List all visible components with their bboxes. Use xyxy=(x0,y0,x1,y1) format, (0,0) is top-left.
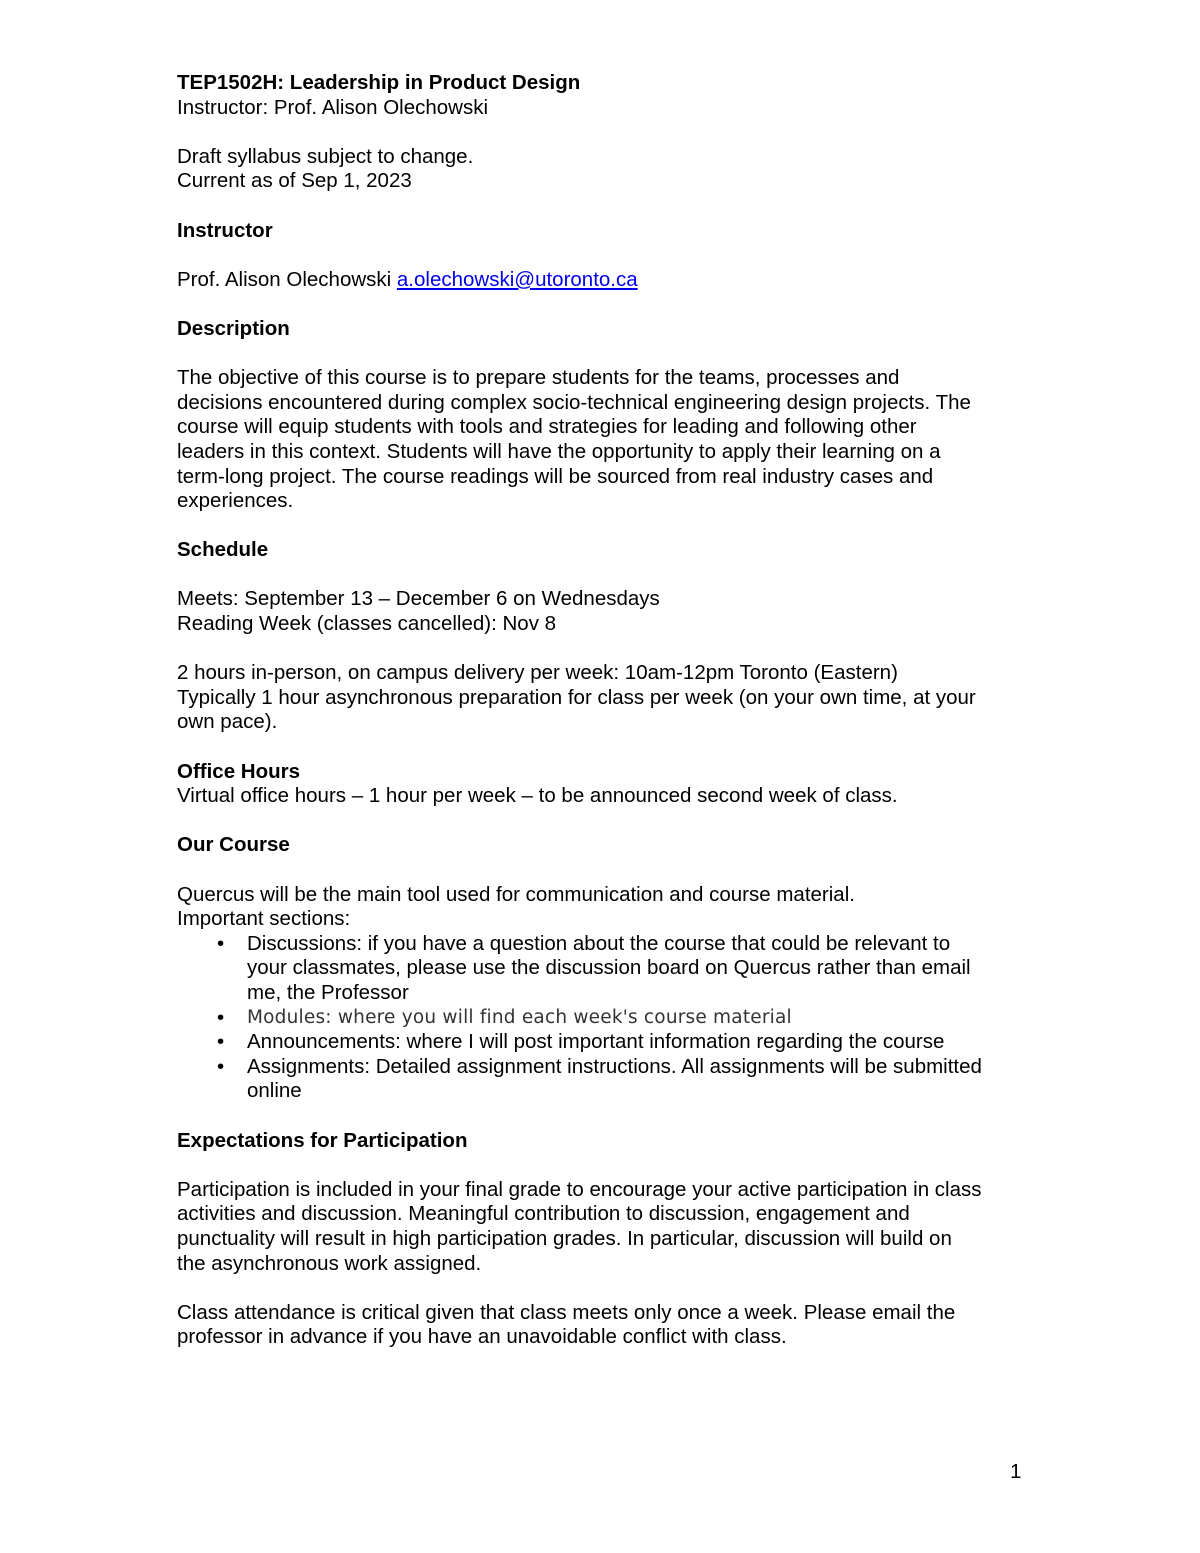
list-item xyxy=(177,1006,1037,1031)
description-line: course will equip students with tools and strategies for leading and following other xyxy=(177,415,917,439)
schedule-heading: Schedule xyxy=(177,538,269,562)
participation-heading: Expectations for Participation xyxy=(177,1128,468,1152)
description-line: leaders in this context. Students will have the opportunity to apply their learning on a xyxy=(177,439,941,463)
office-hours-text: Virtual office hours – 1 hour per week – to be announced second week of class. xyxy=(177,784,898,808)
participation-line: Participation is included in your final grade to encourage your active participation in class xyxy=(177,1177,982,1201)
instructor-name: Prof. Alison Olechowski xyxy=(177,267,392,291)
important-sections-list xyxy=(177,932,1037,1104)
list-item-line: online xyxy=(247,1079,302,1103)
schedule-prep-line: Typically 1 hour asynchronous preparation for class per week (on your own time, at your xyxy=(177,685,976,709)
course-title: TEP1502H: Leadership in Product Design xyxy=(177,71,581,94)
list-item-line: Announcements: where I will post important information regarding the course xyxy=(247,1030,945,1054)
list-item-line: Assignments: Detailed assignment instructions. All assignments will be submitted xyxy=(247,1054,982,1078)
participation-line: activities and discussion. Meaningful contribution to discussion, engagement and xyxy=(177,1202,910,1226)
our-course-heading: Our Course xyxy=(177,833,290,857)
list-item-line: me, the Professor xyxy=(247,980,409,1004)
important-sections-label: Important sections: xyxy=(177,907,351,931)
description-line: decisions encountered during complex socio-technical engineering design projects. The xyxy=(177,390,971,414)
participation-line: punctuality will result in high participation grades. In particular, discussion will build on xyxy=(177,1226,952,1250)
schedule-meets: Meets: September 13 – December 6 on Wednesdays xyxy=(177,587,660,611)
bullet-icon: • xyxy=(217,1030,225,1054)
description-line: term-long project. The course readings will be sourced from real industry cases and xyxy=(177,464,934,488)
syllabus-page xyxy=(177,71,1037,1350)
schedule-prep-line: own pace). xyxy=(177,710,278,734)
attendance-line: Class attendance is critical given that class meets only once a week. Please email the xyxy=(177,1300,956,1324)
our-course-intro: Quercus will be the main tool used for communication and course material. xyxy=(177,882,855,906)
office-hours-heading: Office Hours xyxy=(177,759,301,783)
schedule-reading-week: Reading Week (classes cancelled): Nov 8 xyxy=(177,612,557,636)
page-number: 1 xyxy=(1010,1460,1022,1483)
list-item-line: Modules: where you will find each week's course material xyxy=(247,1006,792,1028)
description-heading: Description xyxy=(177,316,290,340)
list-item-line: your classmates, please use the discussion board on Quercus rather than email xyxy=(247,956,971,980)
participation-line: the asynchronous work assigned. xyxy=(177,1251,482,1275)
current-as-of: Current as of Sep 1, 2023 xyxy=(177,169,412,193)
list-item xyxy=(177,1030,1037,1055)
attendance-line: professor in advance if you have an unavoidable conflict with class. xyxy=(177,1325,787,1349)
instructor-heading: Instructor xyxy=(177,218,273,242)
list-item-line: Discussions: if you have a question about the course that could be relevant to xyxy=(247,931,951,955)
instructor-email-link[interactable]: a.olechowski@utoronto.ca xyxy=(396,267,638,291)
bullet-icon: • xyxy=(217,931,225,955)
schedule-delivery: 2 hours in-person, on campus delivery per week: 10am-12pm Toronto (Eastern) xyxy=(177,661,898,685)
instructor-line: Instructor: Prof. Alison Olechowski xyxy=(177,95,489,119)
bullet-icon: • xyxy=(217,1054,225,1078)
list-item xyxy=(177,1055,1037,1104)
description-line: The objective of this course is to prepare students for the teams, processes and xyxy=(177,366,900,390)
draft-notice: Draft syllabus subject to change. xyxy=(177,144,474,168)
list-item xyxy=(177,932,1037,1006)
description-line: experiences. xyxy=(177,489,294,513)
bullet-icon: • xyxy=(217,1005,225,1029)
instructor-contact xyxy=(177,268,1037,293)
